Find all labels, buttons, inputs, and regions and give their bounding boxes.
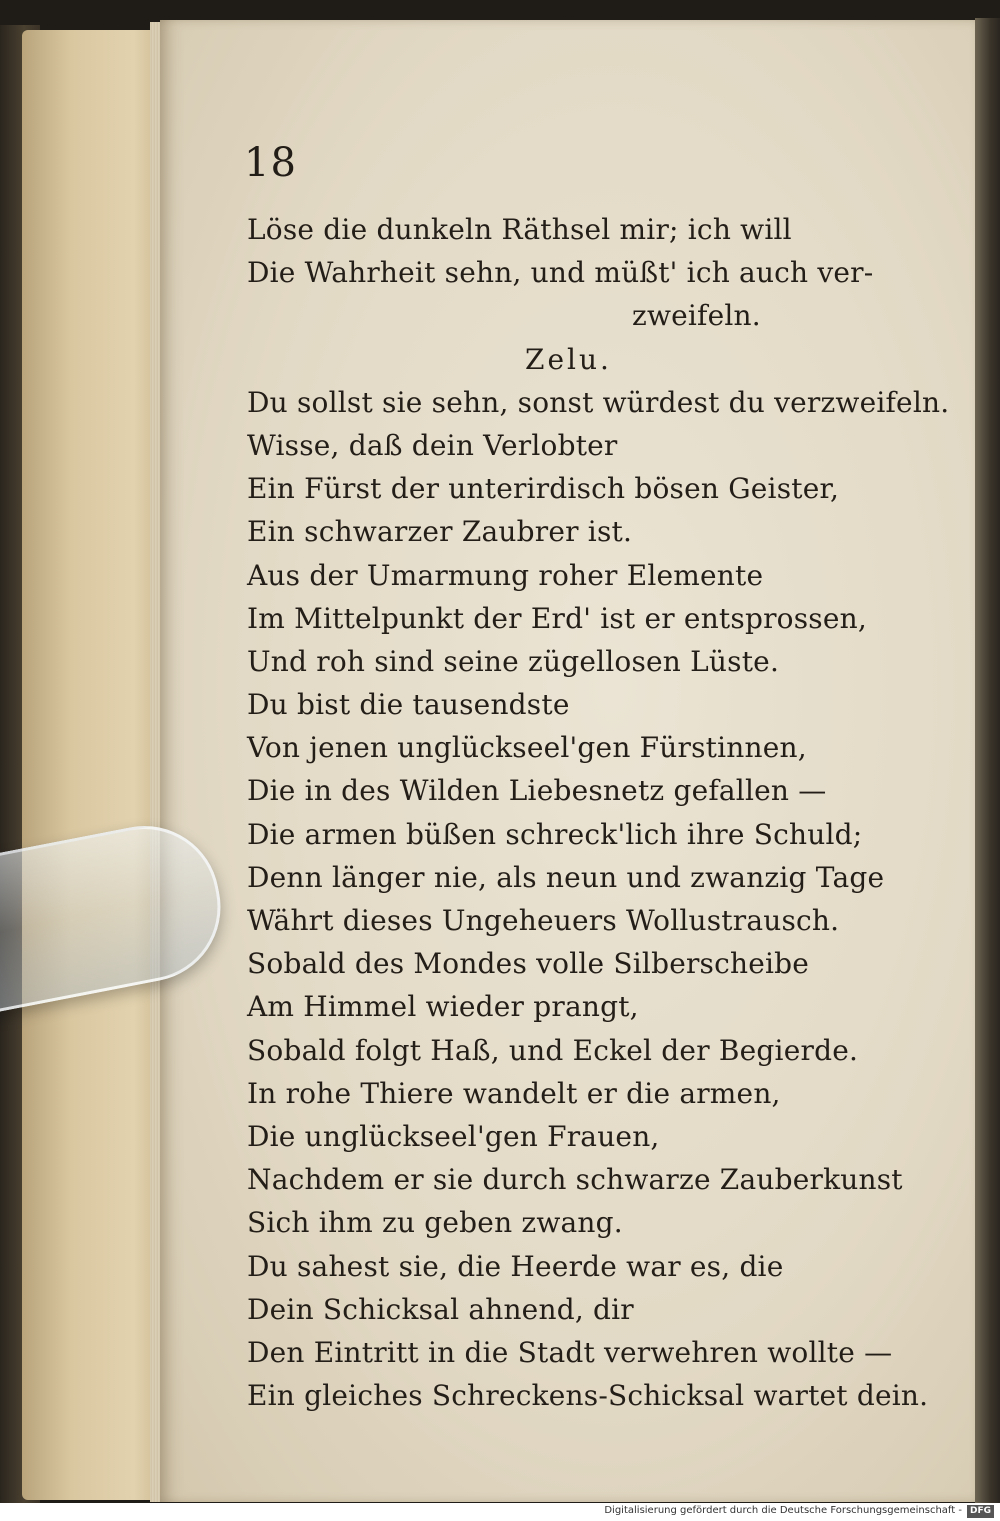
page-number: 18 [244, 140, 297, 186]
verse-line: Du sollst sie sehn, sonst würdest du verzweifeln. [247, 385, 950, 419]
verse-line: zweifeln. [632, 299, 761, 333]
verse-line: Aus der Umarmung roher Elemente [247, 558, 764, 592]
verse-line: Denn länger nie, als neun und zwanzig Tage [247, 860, 885, 894]
verse-line: Ein Fürst der unterirdisch bösen Geister, [247, 472, 840, 506]
verse-line: In rohe Thiere wandelt er die armen, [247, 1076, 781, 1110]
dfg-logo: DFG [967, 1505, 994, 1518]
verse-line: Nachdem er sie durch schwarze Zauberkunst [247, 1163, 903, 1197]
verse-line: Im Mittelpunkt der Erd' ist er entsprossen, [247, 601, 867, 635]
verse-line: Sobald des Mondes volle Silberscheibe [247, 947, 810, 981]
verse-line: Am Himmel wieder prangt, [247, 990, 639, 1024]
verse-line: Du sahest sie, die Heerde war es, die [247, 1249, 784, 1283]
verse-line: Die armen büßen schreck'lich ihre Schuld; [247, 817, 863, 851]
verse-line: Sich ihm zu geben zwang. [247, 1206, 623, 1240]
verse-line: Die Wahrheit sehn, und müßt' ich auch ver- [247, 256, 874, 290]
page-right-edge [975, 18, 1000, 1504]
poem-text [247, 208, 950, 1417]
speaker-name: Zelu. [525, 342, 612, 376]
verse-line: Den Eintritt in die Stadt verwehren wollte — [247, 1335, 893, 1369]
verse-line: Die in des Wilden Liebesnetz gefallen — [247, 774, 827, 808]
verse-line: Löse die dunkeln Räthsel mir; ich will [247, 213, 792, 246]
verse-line: Du bist die tausendste [247, 688, 570, 722]
verse-line: Ein gleiches Schreckens-Schicksal wartet dein. [247, 1379, 929, 1413]
verse-line: Die unglückseel'gen Frauen, [247, 1119, 660, 1153]
verse-line: Sobald folgt Haß, und Eckel der Begierde. [247, 1033, 859, 1067]
verse-line: Dein Schicksal ahnend, dir [247, 1292, 634, 1326]
verse-line: Wisse, daß dein Verlobter [247, 428, 618, 462]
verse-line: Währt dieses Ungeheuers Wollustrausch. [247, 904, 840, 937]
facing-page-edge [22, 30, 162, 1500]
verse-line: Ein schwarzer Zaubrer ist. [247, 515, 633, 549]
verse-line: Und roh sind seine zügellosen Lüste. [247, 644, 780, 678]
digitization-credit: Digitalisierung gefördert durch die Deutsche Forschungsgemeinschaft - [604, 1505, 962, 1516]
verse-line: Von jenen unglückseel'gen Fürstinnen, [247, 731, 807, 765]
